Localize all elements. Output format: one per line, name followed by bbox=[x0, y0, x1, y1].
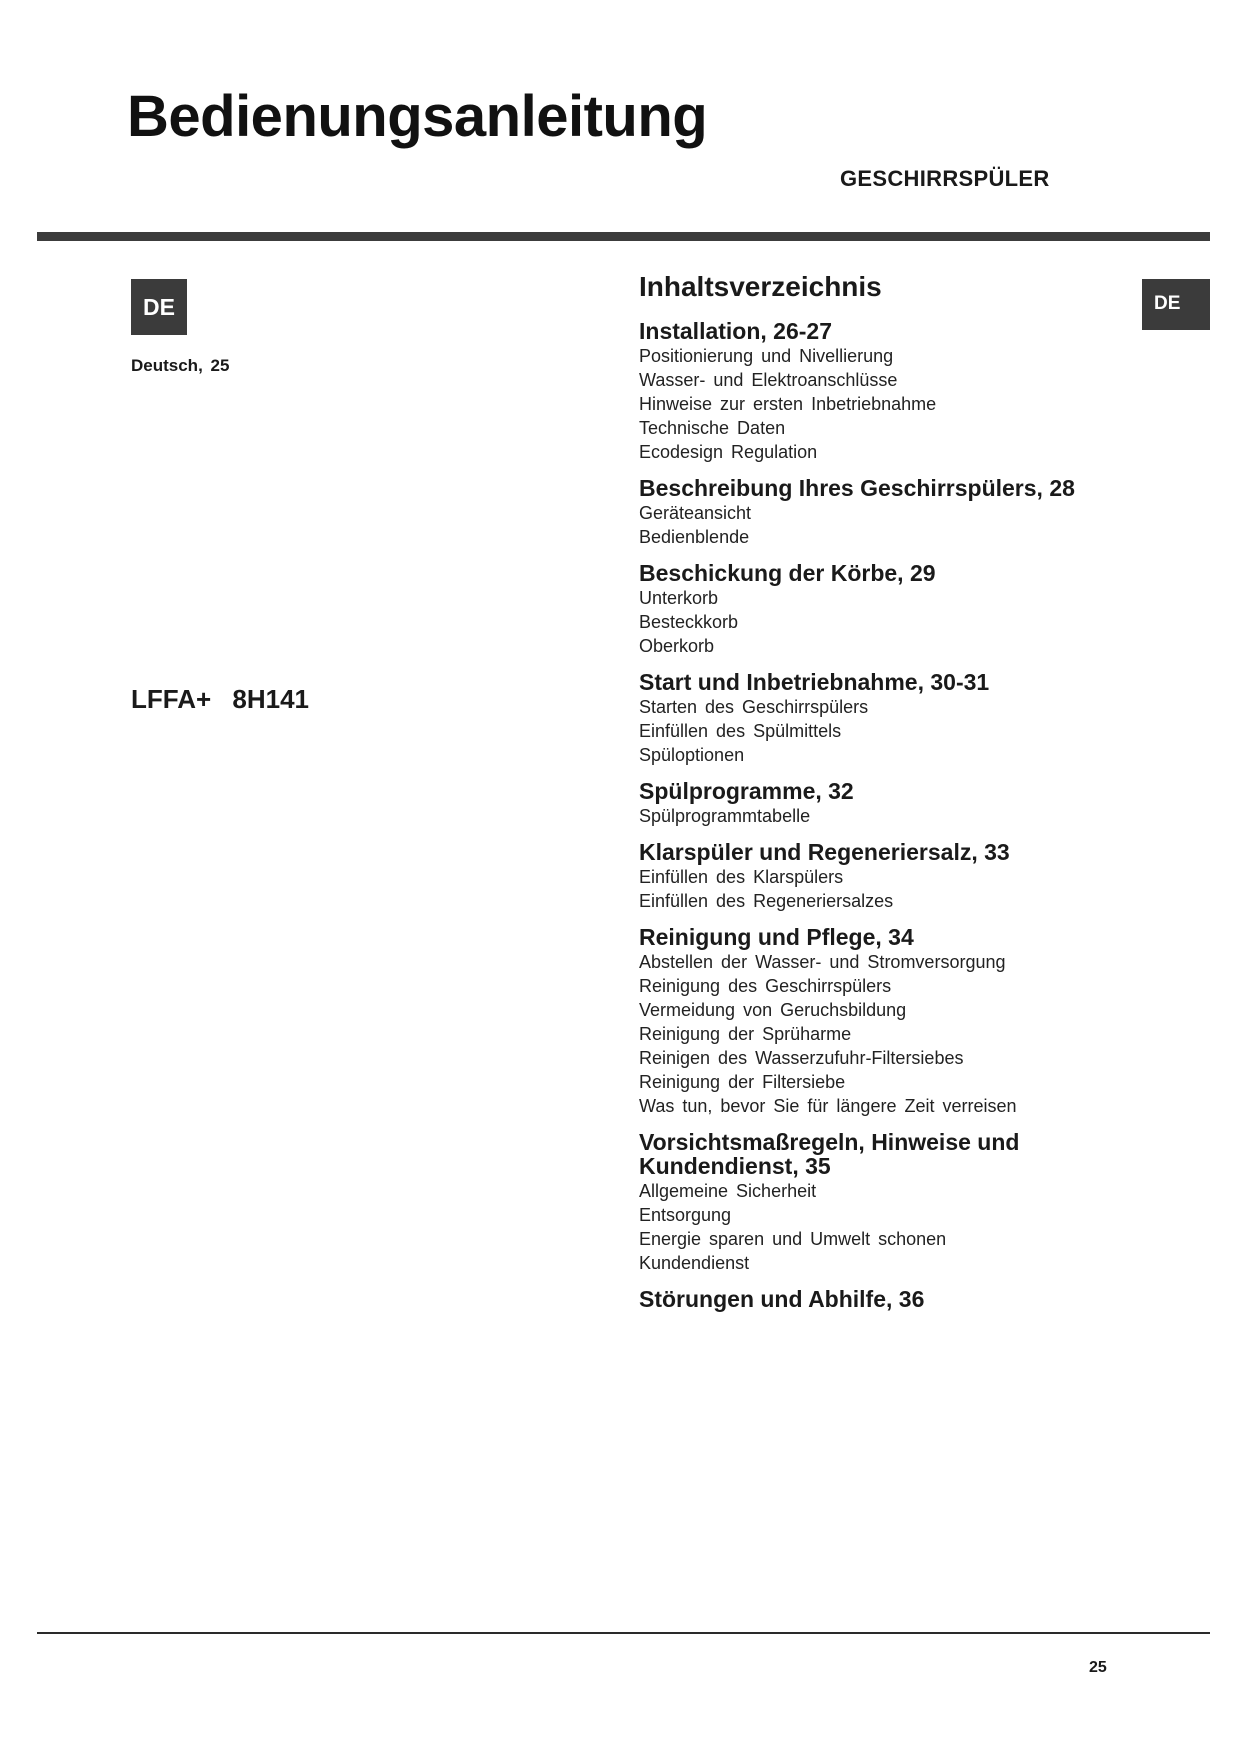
toc-section bbox=[639, 1130, 1119, 1275]
toc-item: Besteckkorb bbox=[639, 612, 739, 632]
toc-item: Technische Daten bbox=[639, 418, 786, 438]
toc-item-list bbox=[639, 950, 1119, 1118]
toc-item: Allgemeine Sicherheit bbox=[639, 1181, 817, 1201]
toc-item: Starten des Geschirrspülers bbox=[639, 697, 869, 717]
toc-item: Vermeidung von Geruchsbildung bbox=[639, 1000, 907, 1020]
toc-section bbox=[639, 779, 1119, 828]
toc-section-heading: Spülprogramme, 32 bbox=[639, 778, 854, 804]
toc-section-heading: Beschreibung Ihres Geschirrspülers, 28 bbox=[639, 475, 1075, 501]
toc-item-list bbox=[639, 501, 1119, 549]
table-of-contents bbox=[639, 271, 1119, 1323]
toc-item: Geräteansicht bbox=[639, 503, 752, 523]
toc-item-list bbox=[639, 804, 1119, 828]
toc-item: Spüloptionen bbox=[639, 745, 745, 765]
toc-item-list bbox=[639, 586, 1119, 658]
page-number: 25 bbox=[1089, 1659, 1107, 1676]
toc-section bbox=[639, 476, 1119, 549]
toc-item: Wasser- und Elektroanschlüsse bbox=[639, 370, 898, 390]
toc-item: Kundendienst bbox=[639, 1253, 750, 1273]
toc-item: Hinweise zur ersten Inbetriebnahme bbox=[639, 394, 937, 414]
toc-item: Ecodesign Regulation bbox=[639, 442, 818, 462]
header-divider bbox=[37, 232, 1210, 241]
toc-section-heading: Installation, 26-27 bbox=[639, 318, 833, 344]
toc-section bbox=[639, 840, 1119, 913]
toc-item: Reinigung des Geschirrspülers bbox=[639, 976, 892, 996]
language-entry: Deutsch, 25 bbox=[131, 356, 230, 375]
toc-item: Reinigen des Wasserzufuhr-Filtersiebes bbox=[639, 1048, 964, 1068]
toc-item: Bedienblende bbox=[639, 527, 750, 547]
toc-section-heading: Reinigung und Pflege, 34 bbox=[639, 924, 914, 950]
language-badge: DE bbox=[131, 279, 187, 335]
toc-item: Unterkorb bbox=[639, 588, 719, 608]
toc-title: Inhaltsverzeichnis bbox=[639, 271, 882, 302]
product-type: GESCHIRRSPÜLER bbox=[840, 166, 1050, 191]
toc-item: Einfüllen des Spülmittels bbox=[639, 721, 842, 741]
toc-item: Einfüllen des Regeneriersalzes bbox=[639, 891, 894, 911]
toc-item: Reinigung der Sprüharme bbox=[639, 1024, 852, 1044]
toc-section-heading: Beschickung der Körbe, 29 bbox=[639, 560, 936, 586]
toc-sections bbox=[639, 319, 1119, 1311]
toc-section-heading: Start und Inbetriebnahme, 30-31 bbox=[639, 669, 990, 695]
toc-section bbox=[639, 1287, 1119, 1311]
toc-item-list bbox=[639, 865, 1119, 913]
toc-section bbox=[639, 925, 1119, 1118]
toc-section bbox=[639, 670, 1119, 767]
toc-item-list bbox=[639, 1179, 1119, 1275]
language-tab: DE bbox=[1142, 279, 1210, 330]
page-title: Bedienungsanleitung bbox=[127, 84, 708, 149]
toc-item: Entsorgung bbox=[639, 1205, 732, 1225]
toc-item: Was tun, bevor Sie für längere Zeit verreisen bbox=[639, 1096, 1017, 1116]
toc-item-list bbox=[639, 695, 1119, 767]
toc-section-heading: Klarspüler und Regeneriersalz, 33 bbox=[639, 839, 1010, 865]
toc-item: Energie sparen und Umwelt schonen bbox=[639, 1229, 947, 1249]
toc-item: Positionierung und Nivellierung bbox=[639, 346, 894, 366]
toc-section-heading: Vorsichtsmaßregeln, Hinweise und Kundendienst, 35 bbox=[639, 1129, 1020, 1179]
toc-item: Abstellen der Wasser- und Stromversorgung bbox=[639, 952, 1006, 972]
toc-item: Spülprogrammtabelle bbox=[639, 806, 811, 826]
toc-item: Oberkorb bbox=[639, 636, 715, 656]
toc-section bbox=[639, 561, 1119, 658]
toc-item: Einfüllen des Klarspülers bbox=[639, 867, 844, 887]
toc-item: Reinigung der Filtersiebe bbox=[639, 1072, 846, 1092]
toc-section bbox=[639, 319, 1119, 464]
footer-divider bbox=[37, 1632, 1210, 1634]
model-number: LFFA+ 8H141 bbox=[131, 684, 310, 714]
toc-section-heading: Störungen und Abhilfe, 36 bbox=[639, 1286, 925, 1312]
toc-item-list bbox=[639, 344, 1119, 464]
